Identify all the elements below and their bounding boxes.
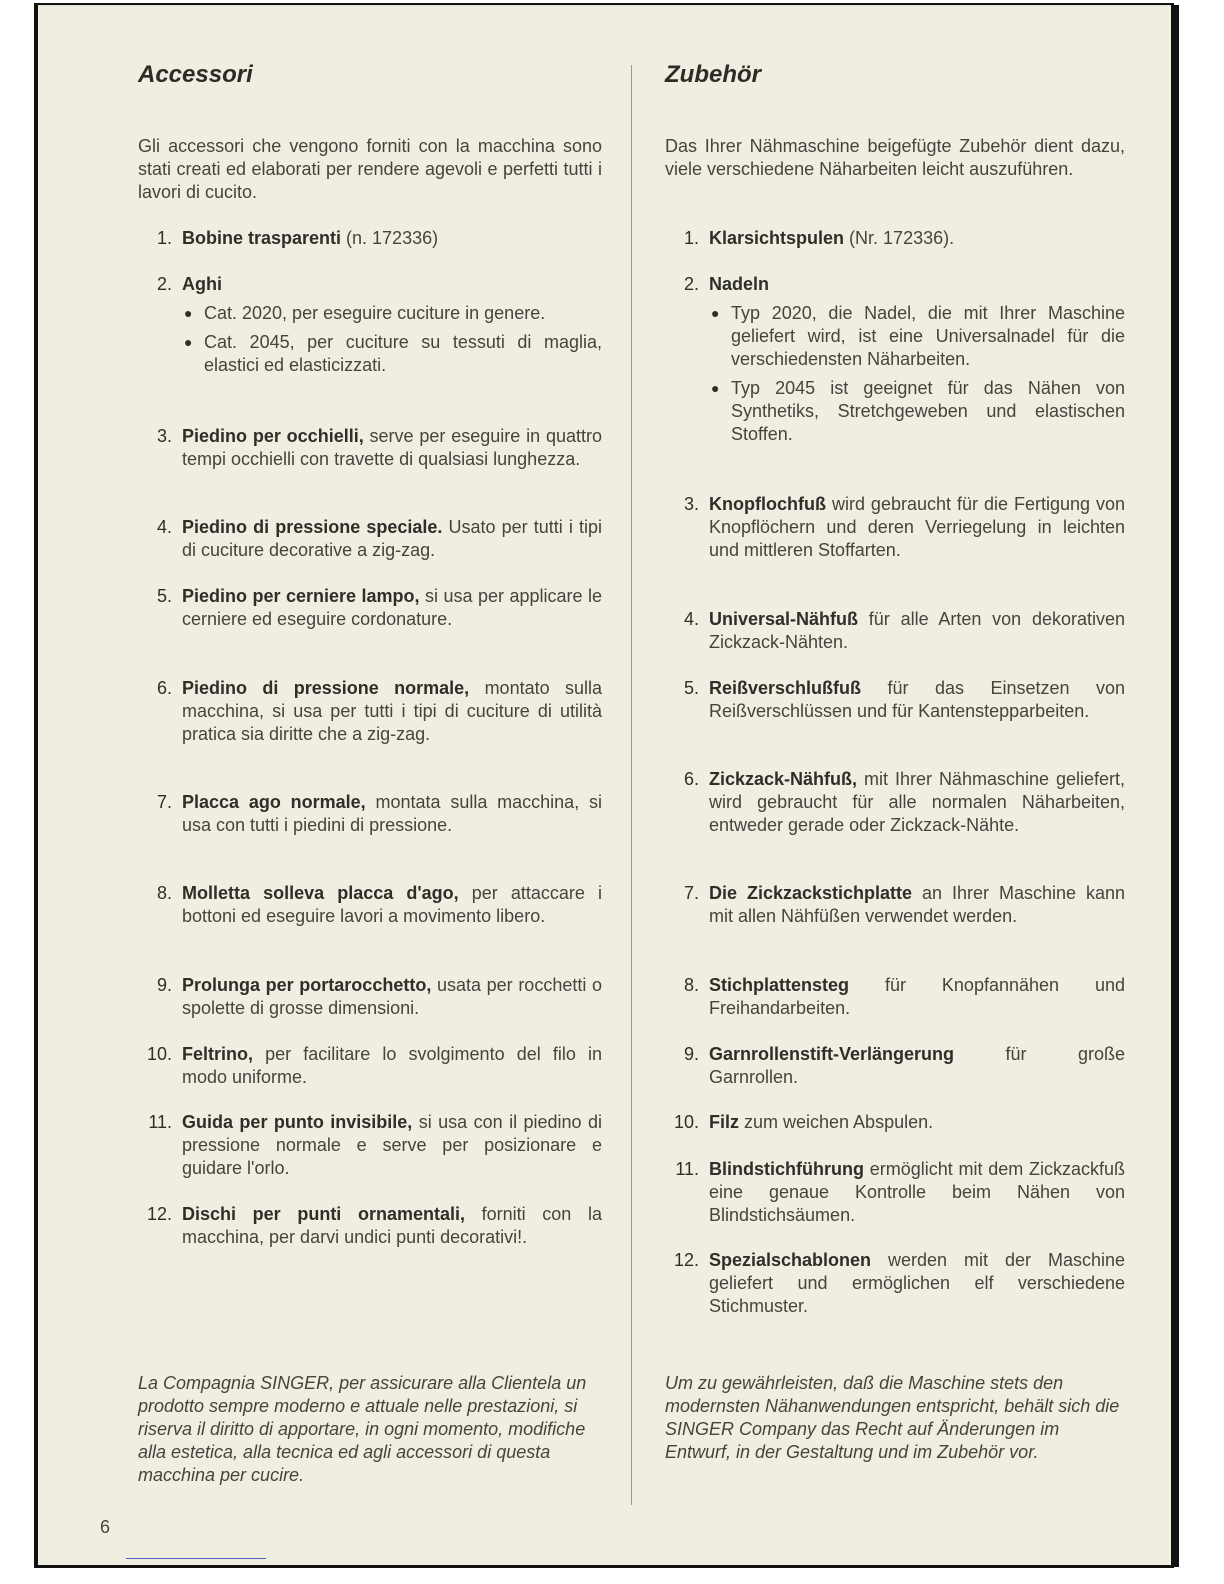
list-item: [138, 1203, 602, 1249]
item-title: Universal-Nähfuß: [709, 609, 859, 629]
list-item: [138, 425, 602, 471]
scan-edge-top: [34, 3, 1174, 5]
scan-artifact-line: [126, 1558, 266, 1559]
item-number: 8.: [156, 883, 172, 903]
item-text: per attaccare i bottoni ed eseguire lavori a movimento libero.: [182, 883, 602, 926]
item-number: 1.: [156, 228, 172, 248]
list-item: [665, 1249, 1125, 1318]
item-number: 10.: [673, 1112, 699, 1132]
item-text: ermöglicht mit dem Zickzackfuß eine genaue Kontrolle beim Nähen von Blindstichsäumen.: [709, 1159, 1125, 1225]
item-number: 11.: [148, 1112, 172, 1132]
bullet-text: Typ 2020, die Nadel, die mit Ihrer Maschine geliefert wird, ist eine Universalnadel für die verschiedensten Näharbeiten.: [731, 303, 1125, 369]
item-text: werden mit der Maschine geliefert und ermöglichen elf verschiedene Stichmuster.: [709, 1250, 1125, 1316]
item-title: Zickzack-Nähfuß,: [709, 769, 858, 789]
list-item: [138, 516, 602, 562]
item-title: Aghi: [182, 274, 222, 294]
item-number: 5.: [683, 678, 699, 698]
list-item: [665, 493, 1125, 562]
item-text: für alle Arten von dekorativen Zickzack-Nähten.: [709, 609, 1125, 652]
intro-paragraph: Gli accessori che vengono forniti con la macchina sono stati creati ed elaborati per rendere agevoli e perfetti tutti i lavori di cucito.: [138, 136, 602, 202]
list-item: [665, 608, 1125, 654]
item-number: 7.: [156, 792, 172, 812]
item-number: 3.: [156, 426, 172, 446]
bullet-text: Cat. 2020, per eseguire cuciture in genere.: [204, 303, 546, 323]
item-text: für das Einsetzen von Reißverschlüssen und für Kantenstepparbeiten.: [709, 678, 1125, 721]
item-title: Piedino di pressione normale,: [182, 678, 470, 698]
list-item: [138, 974, 602, 1020]
item-text: für Knopfannähen und Freihandarbeiten.: [709, 975, 1125, 1018]
item-title: Piedino per occhielli,: [182, 426, 364, 446]
item-text: per facilitare lo svolgimento del filo in modo uniforme.: [182, 1044, 602, 1087]
item-number: 8.: [683, 975, 699, 995]
list-item: [138, 677, 602, 746]
bullet-text: Typ 2045 ist geeignet für das Nähen von Synthetiks, Stretchgeweben und elastischen Stoffen.: [731, 378, 1125, 444]
item-title: Knopflochfuß: [709, 494, 826, 514]
item-title: Nadeln: [709, 274, 770, 294]
item-number: 2.: [683, 274, 699, 294]
item-title: Piedino di pressione speciale.: [182, 517, 443, 537]
bullet-icon: ●: [184, 305, 193, 321]
item-title: Dischi per punti ornamentali,: [182, 1204, 465, 1224]
item-text: wird gebraucht für die Fertigung von Knopflöchern und deren Verriegelung in leichten und mittleren Stoffarten.: [709, 494, 1125, 560]
bullet-icon: ●: [711, 380, 720, 396]
list-item: [665, 1111, 1125, 1134]
item-number: 1.: [683, 228, 699, 248]
item-title: Klarsichtspulen: [709, 228, 845, 248]
item-text: usata per rocchetti o spolette di grosse dimensioni.: [182, 975, 603, 1018]
page-title: Accessori: [138, 61, 253, 88]
item-title: Guida per punto invisibile,: [182, 1112, 413, 1132]
item-number: 12.: [146, 1204, 172, 1224]
item-title: Prolunga per portarocchetto,: [182, 975, 432, 995]
item-title: Filz: [709, 1112, 739, 1132]
item-title: Blindstichführung: [709, 1159, 864, 1179]
scan-edge-left: [34, 5, 38, 1567]
list-item: [665, 273, 1125, 446]
item-title: Piedino per cerniere lampo,: [182, 586, 420, 606]
bullet-text: Cat. 2045, per cuciture su tessuti di maglia, elastici ed elasticizzati.: [204, 332, 602, 375]
item-title: Placca ago normale,: [182, 792, 366, 812]
bullet-icon: ●: [184, 334, 193, 350]
scan-edge-bottom: [34, 1565, 1174, 1568]
intro-paragraph: Das Ihrer Nähmaschine beigefügte Zubehör dient dazu, viele verschiedene Näharbeiten leicht auszuführen.: [665, 136, 1125, 179]
item-title: Reißverschlußfuß: [709, 678, 862, 698]
list-item: [138, 227, 602, 250]
list-item: [138, 585, 602, 631]
item-title: Stichplattensteg: [709, 975, 850, 995]
item-text: Usato per tutti i tipi di cuciture decorative a zig-zag.: [182, 517, 602, 560]
item-number: 9.: [683, 1044, 699, 1064]
page-title: Zubehör: [665, 61, 761, 88]
list-item: [665, 1158, 1125, 1227]
list-item: [138, 791, 602, 837]
list-item: [665, 677, 1125, 723]
item-title: Garnrollenstift-Verlängerung: [709, 1044, 955, 1064]
item-title: Feltrino,: [182, 1044, 253, 1064]
list-item: [138, 273, 602, 377]
item-number: 9.: [156, 975, 172, 995]
item-number: 4.: [683, 609, 699, 629]
item-text: (Nr. 172336).: [844, 228, 955, 248]
scan-edge-right: [1171, 5, 1179, 1567]
bullet-item: [709, 302, 1125, 371]
bullet-icon: ●: [711, 305, 720, 321]
item-text: zum weichen Abspulen.: [739, 1112, 934, 1132]
column-divider: [631, 65, 632, 1505]
item-text: forniti con la macchina, per darvi undici punti decorativi!.: [182, 1204, 602, 1247]
page-number: 6: [100, 1517, 111, 1537]
item-number: 6.: [156, 678, 172, 698]
item-text: (n. 172336): [341, 228, 439, 248]
list-item: [138, 1043, 602, 1089]
item-title: Molletta solleva placca d'ago,: [182, 883, 459, 903]
item-number: 3.: [683, 494, 699, 514]
item-text: montata sulla macchina, si usa con tutti i piedini di pressione.: [182, 792, 602, 835]
footnote: Um zu gewährleisten, daß die Maschine stets den modernsten Nähanwendungen entspricht, behält sich die SINGER Company das Recht auf Änderungen im Entwurf, in der Gestaltung und im Zubehör vor.: [665, 1373, 1120, 1462]
footnote: La Compagnia SINGER, per assicurare alla Clientela un prodotto sempre moderno e attuale nelle prestazioni, si riserva il diritto di apportare, in ogni momento, modifiche alla estetica, alla tecnica ed agli accessori di questa macchina per cucire.: [138, 1373, 587, 1485]
list-item: [138, 882, 602, 928]
item-number: 12.: [673, 1250, 699, 1270]
bullet-item: [709, 377, 1125, 446]
document-page: [34, 5, 1174, 1567]
item-text: si usa per applicare le cerniere ed eseguire cordonature.: [182, 586, 602, 629]
list-item: [138, 1111, 602, 1180]
list-item: [665, 227, 1125, 250]
item-number: 10.: [146, 1044, 172, 1064]
item-text: si usa con il piedino di pressione normale e serve per posizionare e guidare l'orlo.: [182, 1112, 602, 1178]
item-number: 6.: [683, 769, 699, 789]
bullet-item: [182, 302, 602, 325]
item-title: Bobine trasparenti: [182, 228, 342, 248]
item-number: 2.: [156, 274, 172, 294]
item-text: an Ihrer Maschine kann mit allen Nähfüßen verwendet werden.: [709, 883, 1125, 926]
item-number: 7.: [683, 883, 699, 903]
item-number: 4.: [156, 517, 172, 537]
list-item: [665, 1043, 1125, 1089]
item-title: Die Zickzackstichplatte: [709, 883, 913, 903]
list-item: [665, 768, 1125, 837]
item-number: 11.: [675, 1159, 699, 1179]
list-item: [665, 882, 1125, 928]
item-text: serve per eseguire in quattro tempi occhielli con travette di qualsiasi lunghezza.: [182, 426, 603, 469]
item-number: 5.: [156, 586, 172, 606]
item-title: Spezialschablonen: [709, 1250, 872, 1270]
list-item: [665, 974, 1125, 1020]
bullet-item: [182, 331, 602, 377]
item-text: montato sulla macchina, si usa per tutti i tipi di cuciture di utilità pratica sia diritte che a zig-zag.: [182, 678, 602, 744]
item-text: mit Ihrer Nähmaschine geliefert, wird gebraucht für alle normalen Näharbeiten, entweder gerade oder Zickzack-Nähte.: [709, 769, 1125, 835]
item-text: für große Garnrollen.: [709, 1044, 1125, 1087]
